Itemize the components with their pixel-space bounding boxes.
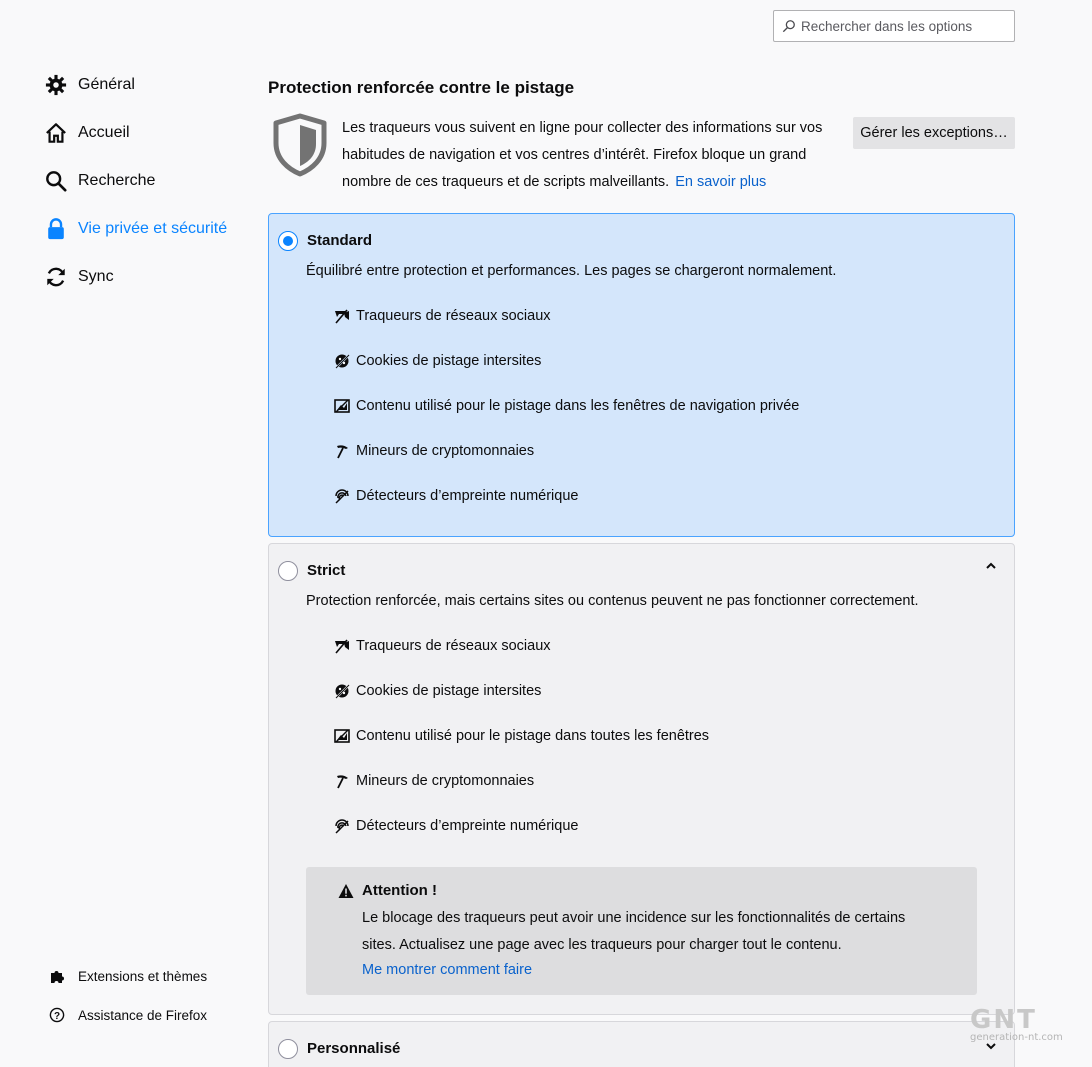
watermark xyxy=(970,1005,1080,1045)
option-description: Protection renforcée, mais certains sites ou contenus peuvent ne pas fonctionner correctement. xyxy=(306,593,919,609)
learn-more-link[interactable]: En savoir plus xyxy=(675,174,767,190)
custom-radio[interactable] xyxy=(278,1039,298,1059)
feature-item: Cookies de pistage intersites xyxy=(334,353,541,369)
social-tracker-icon xyxy=(334,308,350,324)
feature-item: Contenu utilisé pour le pistage dans toutes les fenêtres xyxy=(334,728,709,744)
feature-item: Traqueurs de réseaux sociaux xyxy=(334,638,551,654)
feature-item: Mineurs de cryptomonnaies xyxy=(334,773,534,789)
sidebar-item-sync[interactable] xyxy=(44,261,114,293)
sidebar-item-home[interactable] xyxy=(44,117,130,149)
cookie-icon xyxy=(334,683,350,699)
show-me-how-link[interactable]: Me montrer comment faire xyxy=(362,962,533,978)
gear-icon xyxy=(44,73,68,97)
sidebar-footer-label: Extensions et thèmes xyxy=(78,968,208,984)
cookie-icon xyxy=(334,353,350,369)
warning-box xyxy=(306,867,977,995)
shield-icon xyxy=(272,113,328,177)
feature-item: Traqueurs de réseaux sociaux xyxy=(334,308,551,324)
chevron-up-icon[interactable] xyxy=(985,560,997,575)
watermark-site: generation-nt.com xyxy=(970,1032,1063,1043)
tracking-content-icon xyxy=(334,398,350,414)
feature-item: Contenu utilisé pour le pistage dans les fenêtres de navigation privée xyxy=(334,398,799,414)
option-custom-card[interactable] xyxy=(268,1021,1015,1067)
puzzle-icon xyxy=(48,967,66,985)
option-label: Personnalisé xyxy=(307,1040,401,1057)
sidebar-item-label: Recherche xyxy=(78,172,156,189)
sidebar-item-privacy[interactable] xyxy=(44,213,227,245)
fingerprint-icon xyxy=(334,818,350,834)
sidebar-item-label: Vie privée et sécurité xyxy=(78,220,228,237)
sidebar-item-label: Accueil xyxy=(78,124,130,141)
strict-radio[interactable] xyxy=(278,561,298,581)
tracking-description: Les traqueurs vous suivent en ligne pour collecter des informations sur vos habitudes de navigation et vos centres d’intérêt. Firefox bloque un grand nombre de ces traqueurs et de scripts malveillants. En savoir plus xyxy=(342,120,823,190)
svg-text:?: ? xyxy=(53,1010,61,1022)
feature-item: Mineurs de cryptomonnaies xyxy=(334,443,534,459)
sidebar-item-general[interactable] xyxy=(44,69,135,101)
lock-icon xyxy=(44,217,68,241)
watermark-logo: GNT xyxy=(970,1005,1037,1035)
standard-radio[interactable] xyxy=(278,231,298,251)
feature-item: Détecteurs d’empreinte numérique xyxy=(334,488,578,504)
tracking-content-icon xyxy=(334,728,350,744)
option-label: Strict xyxy=(307,562,346,579)
feature-item: Détecteurs d’empreinte numérique xyxy=(334,818,578,834)
option-label: Standard xyxy=(307,232,373,249)
search-icon xyxy=(44,169,68,193)
search-icon xyxy=(782,19,796,33)
manage-exceptions-button[interactable]: Gérer les exceptions… xyxy=(853,117,1015,149)
page-title: Protection renforcée contre le pistage xyxy=(268,78,575,97)
sidebar-item-label: Sync xyxy=(78,268,114,285)
warning-text: Le blocage des traqueurs peut avoir une incidence sur les fonctionnalités de certains sites. Actualisez une page avec les traqueurs pour charger tout le contenu. xyxy=(362,910,906,953)
search-box[interactable] xyxy=(773,10,1015,42)
sync-icon xyxy=(44,265,68,289)
option-description: Équilibré entre protection et performances. Les pages se chargeront normalement. xyxy=(306,263,837,279)
warning-icon xyxy=(338,883,354,899)
option-standard-card[interactable] xyxy=(268,213,1015,537)
sidebar-footer-label: Assistance de Firefox xyxy=(78,1007,208,1023)
feature-item: Cookies de pistage intersites xyxy=(334,683,541,699)
social-tracker-icon xyxy=(334,638,350,654)
sidebar-item-label: Général xyxy=(78,76,135,93)
cryptominer-icon xyxy=(334,443,350,459)
sidebar-item-search[interactable] xyxy=(44,165,155,197)
fingerprint-icon xyxy=(334,488,350,504)
search-input[interactable] xyxy=(801,19,1001,34)
home-icon xyxy=(44,121,68,145)
warning-title: Attention ! xyxy=(362,882,437,899)
cryptominer-icon xyxy=(334,773,350,789)
option-strict-card[interactable] xyxy=(268,543,1015,1015)
sidebar-footer-extensions[interactable] xyxy=(48,965,207,987)
help-icon xyxy=(48,1006,66,1024)
sidebar-footer-help[interactable] xyxy=(48,1004,207,1026)
